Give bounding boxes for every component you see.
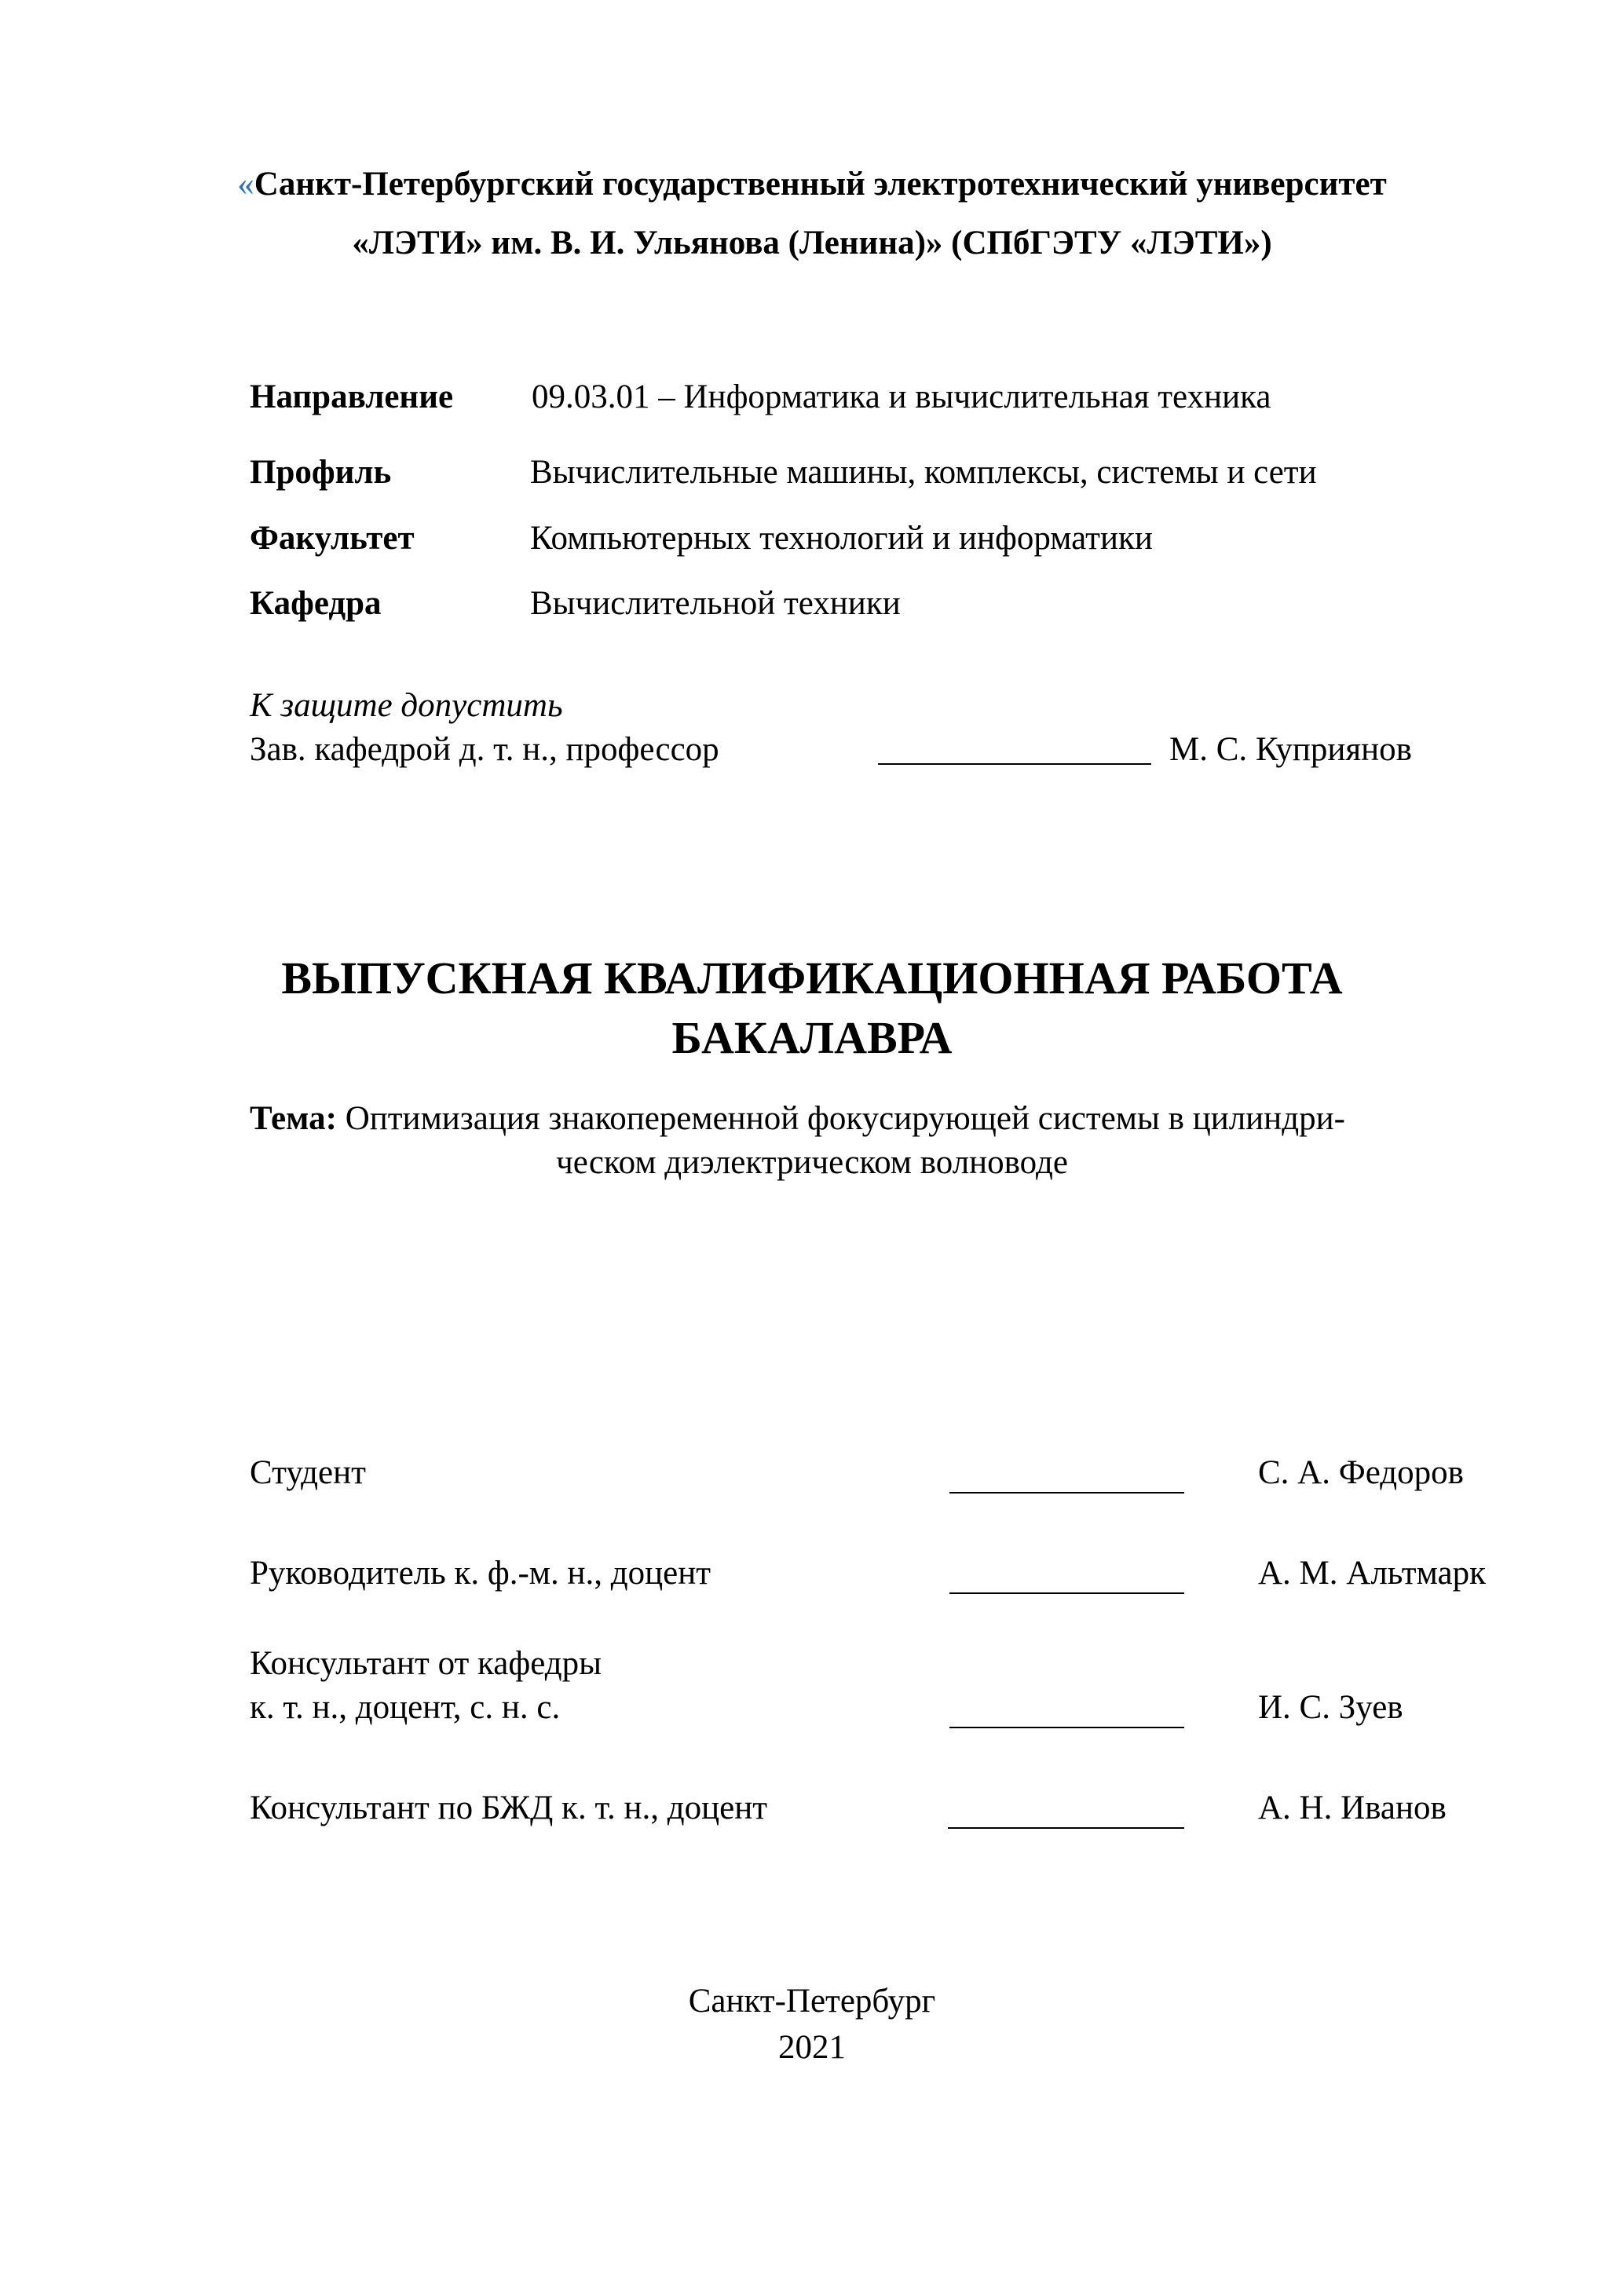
signature-role: Студент bbox=[250, 1454, 366, 1491]
header-line-1 bbox=[0, 163, 1624, 207]
signature-name: А. Н. Иванов bbox=[1258, 1790, 1447, 1826]
signature-line bbox=[949, 1492, 1184, 1493]
signature-role: Консультант от кафедры bbox=[250, 1645, 602, 1682]
signature-role: Консультант по БЖД к. т. н., доцент bbox=[250, 1790, 768, 1826]
topic-line-1 bbox=[250, 1097, 1506, 1141]
approval-name: М. С. Куприянов bbox=[1169, 731, 1412, 768]
signature-line bbox=[949, 1592, 1184, 1594]
info-value-department: Вычислительной техники bbox=[530, 585, 901, 622]
info-value-profile: Вычислительные машины, комплексы, системы и сети bbox=[530, 454, 1317, 491]
info-label-direction: Направление bbox=[250, 378, 454, 415]
document-title-line-2: БАКАЛАВРА bbox=[671, 1012, 953, 1063]
info-label-department: Кафедра bbox=[250, 585, 382, 622]
footer-year: 2021 bbox=[778, 2029, 846, 2066]
header-line-2: «ЛЭТИ» им. В. И. Ульянова (Ленина)» (СПбГЭТУ «ЛЭТИ») bbox=[352, 225, 1272, 261]
header-line-1-text: Санкт-Петербургский государственный электротехнический университет bbox=[254, 166, 1387, 203]
topic-text-1: Оптимизация знакопеременной фокусирующей системы в цилиндри- bbox=[345, 1100, 1345, 1137]
info-label-profile: Профиль bbox=[250, 454, 392, 491]
footer-city: Санкт-Петербург bbox=[688, 1983, 936, 2020]
signature-name: С. А. Федоров bbox=[1258, 1454, 1464, 1491]
approval-position: Зав. кафедрой д. т. н., профессор bbox=[250, 731, 719, 768]
signature-role: Руководитель к. ф.-м. н., доцент bbox=[250, 1555, 711, 1592]
topic-line-2: ческом диэлектрическом волноводе bbox=[556, 1144, 1068, 1181]
signature-name: И. С. Зуев bbox=[1258, 1689, 1403, 1726]
signature-name: А. М. Альтмарк bbox=[1258, 1555, 1486, 1592]
signature-line bbox=[949, 1727, 1184, 1728]
info-label-faculty: Факультет bbox=[250, 520, 415, 557]
info-value-direction: 09.03.01 – Информатика и вычислительная техника bbox=[532, 378, 1271, 415]
signature-line bbox=[878, 763, 1151, 765]
signature-line bbox=[948, 1827, 1184, 1829]
open-quote: « bbox=[237, 166, 254, 203]
signature-role-2: к. т. н., доцент, с. н. с. bbox=[250, 1689, 561, 1726]
info-value-faculty: Компьютерных технологий и информатики bbox=[530, 520, 1153, 557]
topic-label: Тема: bbox=[250, 1100, 337, 1137]
document-title-line-1: ВЫПУСКНАЯ КВАЛИФИКАЦИОННАЯ РАБОТА bbox=[281, 952, 1343, 1004]
approval-heading: К защите допустить bbox=[250, 687, 563, 724]
